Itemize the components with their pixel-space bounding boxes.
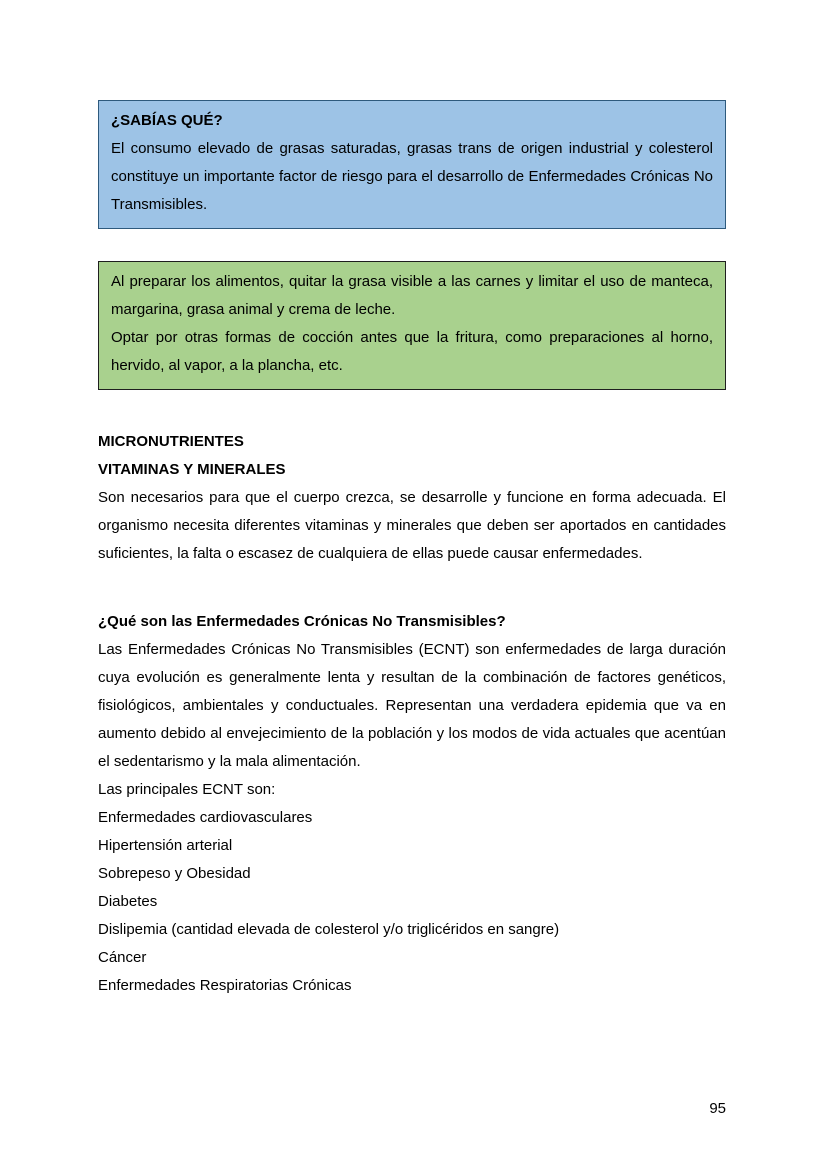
cooking-tip-line-1: Al preparar los alimentos, quitar la grasa visible a las carnes y limitar el uso de manteca, margarina, grasa animal y crema de leche. xyxy=(111,273,713,318)
spacer xyxy=(98,390,726,428)
ecnt-list-item: Hipertensión arterial xyxy=(98,837,233,854)
ecnt-list-item: Enfermedades Respiratorias Crónicas xyxy=(98,977,352,994)
heading-ecnt-question: ¿Qué son las Enfermedades Crónicas No Transmisibles? xyxy=(98,613,506,630)
ecnt-list-item: Dislipemia (cantidad elevada de colesterol y/o triglicéridos en sangre) xyxy=(98,921,560,938)
spacer xyxy=(98,568,726,608)
did-you-know-body: El consumo elevado de grasas saturadas, grasas trans de origen industrial y colesterol constituye un importante factor de riesgo para el desarrollo de Enfermedades Crónicas No Transmisibles. xyxy=(111,140,713,213)
ecnt-list-intro: Las principales ECNT son: xyxy=(98,781,276,798)
cooking-tips-box xyxy=(98,261,726,390)
page-number: 95 xyxy=(709,1100,726,1117)
page-content xyxy=(98,0,726,1000)
did-you-know-title: ¿SABÍAS QUÉ? xyxy=(111,112,223,129)
ecnt-list-item: Cáncer xyxy=(98,949,147,966)
ecnt-list-item: Diabetes xyxy=(98,893,158,910)
ecnt-list-item: Sobrepeso y Obesidad xyxy=(98,865,251,882)
did-you-know-box xyxy=(98,100,726,229)
cooking-tip-line-2: Optar por otras formas de cocción antes que la fritura, como preparaciones al horno, hervido, al vapor, a la plancha, etc. xyxy=(111,329,713,374)
heading-vitaminas-minerales: VITAMINAS Y MINERALES xyxy=(98,461,286,478)
paragraph-vitaminas: Son necesarios para que el cuerpo crezca, se desarrolle y funcione en forma adecuada. El organismo necesita diferentes vitaminas y minerales que deben ser aportados en cantidades suficientes, la falta o escasez de cualquiera de ellas puede causar enfermedades. xyxy=(98,489,726,562)
heading-micronutrientes: MICRONUTRIENTES xyxy=(98,433,244,450)
paragraph-ecnt: Las Enfermedades Crónicas No Transmisibles (ECNT) son enfermedades de larga duración cuya evolución es generalmente lenta y resultan de la combinación de factores genéticos, fisiológicos, ambientales y conductuales. Representan una verdadera epidemia que va en aumento debido al envejecimiento de la población y los modos de vida actuales que acentúan el sedentarismo y la mala alimentación. xyxy=(98,641,726,770)
ecnt-list-item: Enfermedades cardiovasculares xyxy=(98,809,313,826)
